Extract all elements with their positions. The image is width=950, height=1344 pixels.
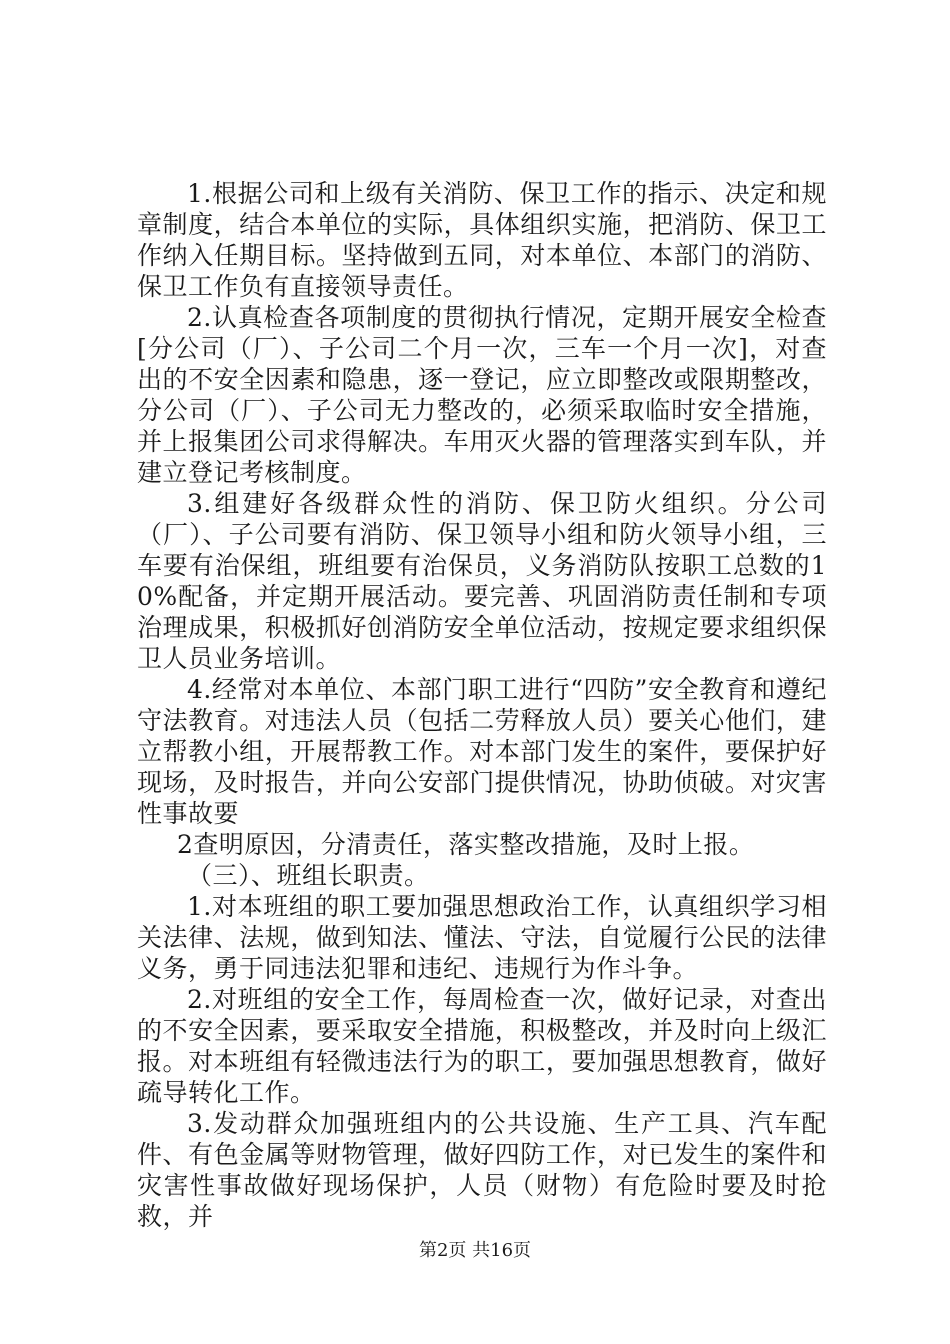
section-heading-team-leader: （三）、班组长职责。 bbox=[187, 861, 430, 890]
page-footer: 第2页 共16页 bbox=[418, 1240, 532, 1261]
paragraph-7: 1.对本班组的职工要加强思想政治工作，认真组织学习相关法律、法规，做到知法、懂法、守法，自觉履行公民的法律义务，勇于同违法犯罪和违纪、违规行为作斗争。 bbox=[137, 892, 827, 983]
paragraph-3: 3.组建好各级群众性的消防、保卫防火组织。分公司（厂）、子公司要有消防、保卫领导小组和防火领导小组，三车要有治保组，班组要有治保员，义务消防队按职工总数的10%配备，并定期开展活动。要完善、巩固消防责任制和专项治理成果，积极抓好创消防安全单位活动，按规定要求组织保卫人员业务培训。 bbox=[137, 489, 827, 673]
paragraph-8: 2.对班组的安全工作，每周检查一次，做好记录，对查出的不安全因素，要采取安全措施，积极整改，并及时向上级汇报。对本班组有轻微违法行为的职工，要加强思想教育，做好疏导转化工作。 bbox=[137, 985, 827, 1107]
paragraph-1: 1.根据公司和上级有关消防、保卫工作的指示、决定和规章制度，结合本单位的实际，具体组织实施，把消防、保卫工作纳入任期目标。坚持做到五同，对本单位、本部门的消防、保卫工作负有直接领导责任。 bbox=[137, 179, 827, 301]
paragraph-5: 2查明原因，分清责任，落实整改措施，及时上报。 bbox=[177, 830, 755, 859]
paragraph-4: 4.经常对本单位、本部门职工进行“四防”安全教育和遵纪守法教育。对违法人员（包括二劳释放人员）要关心他们，建立帮教小组，开展帮教工作。对本部门发生的案件，要保护好现场，及时报告，并向公安部门提供情况，协助侦破。对灾害性事故要 bbox=[137, 675, 827, 828]
paragraph-9: 3.发动群众加强班组内的公共设施、生产工具、汽车配件、有色金属等财物管理，做好四防工作，对已发生的案件和灾害性事故做好现场保护，人员（财物）有危险时要及时抢救，并 bbox=[137, 1109, 827, 1231]
paragraph-2: 2.认真检查各项制度的贯彻执行情况，定期开展安全检查[分公司（厂）、子公司二个月一次，三车一个月一次]，对查出的不安全因素和隐患，逐一登记，应立即整改或限期整改，分公司（厂）、子公司无力整改的，必须采取临时安全措施，并上报集团公司求得解决。车用灭火器的管理落实到车队，并建立登记考核制度。 bbox=[137, 303, 827, 487]
document-body bbox=[137, 178, 827, 1232]
